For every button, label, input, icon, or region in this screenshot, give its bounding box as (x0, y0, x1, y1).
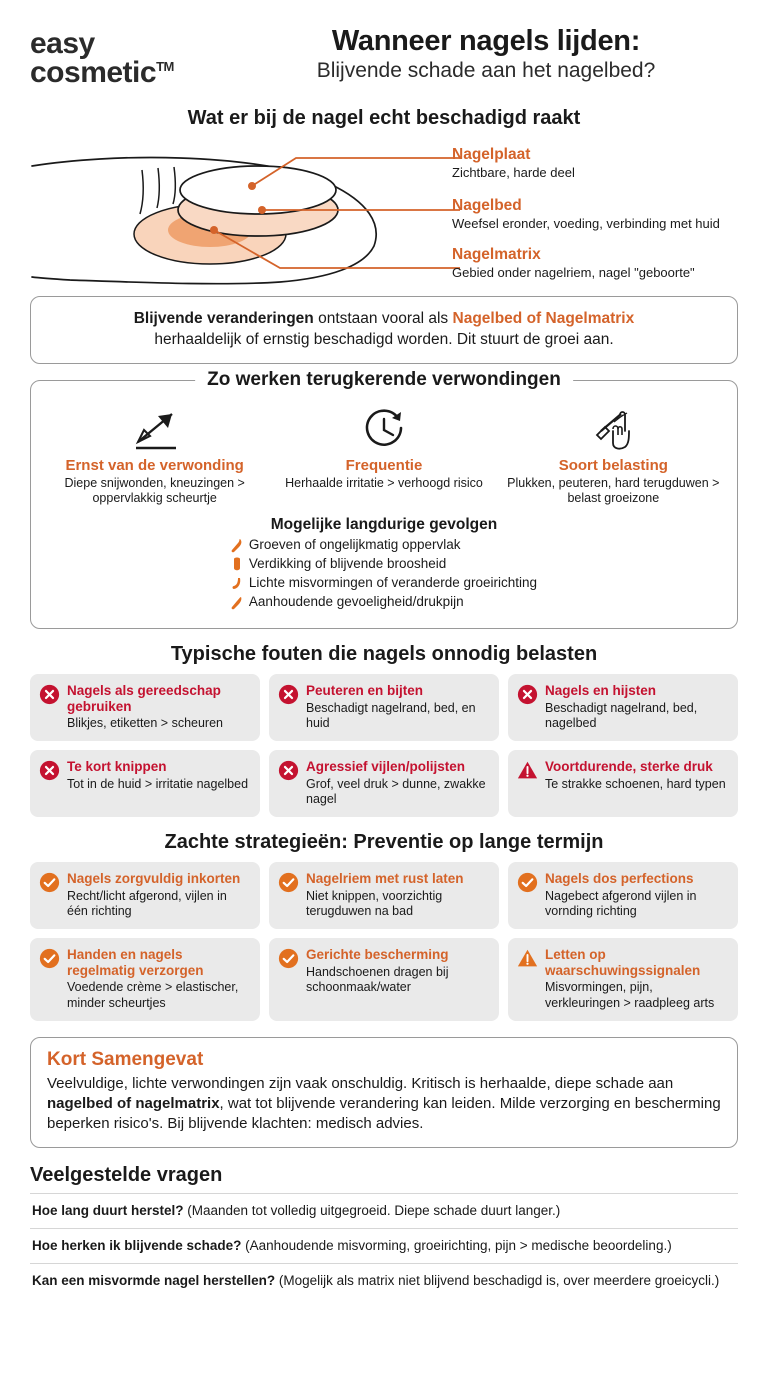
anatomy-label-nagelplaat (452, 146, 768, 180)
prevention-title: Handen en nagels regelmatig verzorgen (67, 947, 204, 978)
prevention-desc: Recht/licht afgerond, vijlen in één richting (67, 888, 227, 919)
prevention-card (269, 938, 499, 1021)
consequences-block (43, 516, 725, 616)
check-circle-icon (39, 872, 60, 893)
nail-bullet-icon (231, 538, 243, 554)
mistakes-section-title: Typische fouten die nagels onnodig belasten (170, 643, 598, 666)
mechanism-column-desc: Herhaalde irritatie > verhoogd risico (285, 475, 483, 490)
mechanism-box (30, 368, 738, 629)
faq-title: Veelgestelde vragen (30, 1164, 223, 1187)
warning-triangle-orange-icon (517, 948, 538, 969)
mistake-desc: Beschadigt nagelrand, bed, en huid (306, 700, 476, 730)
faq-answer: (Maanden tot volledig uitgegroeid. Diepe schade duurt langer.) (183, 1203, 561, 1219)
mechanism-column-title: Frequentie (345, 456, 423, 474)
key-statement-text: Blijvende veranderingen ontstaan vooral als Nagelbed of Nagelmatrix herhaaldelijk of ernstig beschadigd worden. Dit stuurt de groei aan. (133, 310, 635, 348)
mistake-card (30, 750, 260, 817)
nail-plate-marker (248, 182, 256, 190)
prevention-desc: Handschoenen dragen bij schoonmaak/water (306, 964, 449, 995)
faq-answer: (Aanhoudende misvorming, groeirichting, pijn > medische beoordeling.) (241, 1238, 672, 1254)
mistake-desc: Blikjes, etiketten > scheuren (67, 716, 223, 731)
prevention-card (508, 938, 738, 1021)
statement-bold-lead: Blijvende veranderingen (133, 310, 314, 327)
mechanism-column-frequency (272, 403, 495, 507)
prevention-desc: Misvormingen, pijn, verkleuringen > raadpleeg arts (545, 980, 715, 1010)
summary-title: Kort Samengevat (47, 1048, 204, 1070)
prevention-title: Nagels dos perfections (545, 871, 694, 887)
mistake-card (269, 674, 499, 741)
list-item (231, 555, 537, 574)
faq-question: Hoe herken ik blijvende schade? (32, 1238, 242, 1254)
summary-highlight: nagelbed of nagelmatrix (47, 1094, 220, 1112)
check-circle-icon (39, 948, 60, 969)
prevention-card (30, 862, 260, 929)
prevention-title: Nagelriem met rust laten (306, 871, 464, 887)
mistakes-grid (30, 674, 738, 817)
nail-matrix-marker (210, 226, 218, 234)
anatomy-label-term: Nagelplaat (452, 146, 531, 163)
anatomy-label-desc: Gebied onder nagelriem, nagel "geboorte" (452, 264, 695, 280)
mechanism-column-desc: Plukken, peuteren, hard terugduwen > belast groeizone (507, 475, 720, 506)
mistake-desc: Te strakke schoenen, hard typen (545, 776, 726, 791)
mistake-card (269, 750, 499, 817)
anatomy-labels (452, 146, 768, 291)
check-circle-icon (278, 872, 299, 893)
faq-item[interactable] (30, 1228, 738, 1263)
prevention-card (30, 938, 260, 1021)
anatomy-label-nagelbed (452, 197, 768, 231)
nail-bullet-icon (231, 557, 243, 573)
brand-line-1: easy (30, 27, 95, 60)
faq-question: Hoe lang duurt herstel? (32, 1203, 184, 1219)
prevention-section-title: Zachte strategieën: Preventie op lange termijn (164, 831, 604, 854)
statement-highlight: Nagelbed of Nagelmatrix (452, 310, 635, 327)
nail-bullet-icon (231, 595, 243, 611)
clock-repeat-icon (272, 403, 495, 455)
prevention-card (269, 862, 499, 929)
mistake-card (30, 674, 260, 741)
mistake-title: Nagels en hijsten (545, 683, 657, 699)
page-title: Wanneer nagels lijden: (331, 25, 641, 57)
consequence-text: Lichte misvormingen of veranderde groeirichting (248, 575, 538, 591)
check-circle-icon (278, 948, 299, 969)
list-item (231, 593, 537, 612)
mistake-title: Nagels als gereedschap gebruiken (67, 683, 221, 714)
prevention-card (508, 862, 738, 929)
trademark-symbol: TM (156, 58, 174, 74)
page-header (16, 0, 752, 93)
faq-section (30, 1164, 738, 1298)
list-item (231, 536, 537, 555)
faq-item[interactable] (30, 1263, 738, 1298)
mechanism-column-title: Ernst van de verwonding (65, 456, 244, 474)
mechanism-column-title: Soort belasting (558, 456, 668, 474)
list-item (231, 574, 537, 593)
summary-box (30, 1037, 738, 1148)
consequences-title: Mogelijke langdurige gevolgen (270, 516, 498, 534)
consequence-text: Verdikking of blijvende broosheid (248, 556, 447, 572)
mistake-card (508, 750, 738, 817)
mistake-desc: Tot in de huid > irritatie nagelbed (67, 776, 249, 791)
hand-picking-icon (502, 403, 725, 455)
consequences-list (231, 536, 537, 612)
mistake-title: Agressief vijlen/polijsten (306, 759, 466, 775)
faq-answer: (Mogelijk als matrix niet blijvend beschadigd is, over meerdere groeicycli.) (275, 1272, 720, 1288)
mistake-desc: Beschadigt nagelrand, bed, nagelbed (545, 700, 698, 730)
mechanism-column-desc: Diepe snijwonden, kneuzingen > oppervlakkig scheurtje (64, 475, 245, 506)
anatomy-label-term: Nagelbed (452, 197, 522, 215)
finger-illustration-svg (30, 138, 460, 288)
mistake-title: Te kort knippen (67, 759, 167, 775)
mistake-title: Voortdurende, sterke druk (545, 759, 713, 775)
prevention-title: Letten op waarschuwingssignalen (545, 947, 701, 978)
brand-logo (30, 26, 240, 87)
mistake-card (508, 674, 738, 741)
prevention-title: Nagels zorgvuldig inkorten (67, 871, 241, 887)
faq-item[interactable] (30, 1193, 738, 1228)
prevention-desc: Voedende crème > elastischer, minder scheurtjes (67, 980, 239, 1010)
key-statement-box (30, 296, 738, 364)
header-titles (240, 26, 738, 85)
check-circle-icon (517, 872, 538, 893)
mistake-title: Peuteren en bijten (306, 683, 424, 699)
consequence-text: Aanhoudende gevoeligheid/drukpijn (248, 594, 464, 610)
brand-line-2: cosmetic™ (30, 55, 174, 89)
anatomy-label-term: Nagelmatrix (452, 245, 541, 263)
page-subtitle: Blijvende schade aan het nagelbed? (316, 59, 656, 83)
mistake-desc: Grof, veel druk > dunne, zwakke nagel (306, 776, 486, 807)
mechanism-column-severity (43, 403, 266, 507)
mechanism-column-loadtype (502, 403, 725, 507)
faq-question: Kan een misvormde nagel herstellen? (32, 1272, 276, 1288)
mechanism-legend: Zo werken terugkerende verwondingen (195, 369, 573, 391)
nail-bed-marker (258, 206, 266, 214)
nail-anatomy-diagram (16, 138, 752, 288)
prevention-desc: Niet knippen, voorzichtig terugduwen na bad (306, 888, 443, 919)
arrow-up-trend-icon (43, 403, 266, 455)
warning-triangle-icon (517, 760, 538, 781)
summary-text: Veelvuldige, lichte verwondingen zijn vaak onschuldig. Kritisch is herhaalde, diepe schade aan nagelbed of nagelmatrix, wat tot blijvende verandering kan leiden. Milde verzorging en bescherming beperken risico's. Bij blijvende klachten: medisch advies. (47, 1074, 721, 1133)
error-x-icon (39, 684, 60, 705)
error-x-icon (278, 684, 299, 705)
consequence-text: Groeven of ongelijkmatig oppervlak (248, 537, 461, 553)
mechanism-columns (43, 403, 725, 507)
prevention-grid (30, 862, 738, 1021)
prevention-title: Gerichte bescherming (306, 947, 449, 963)
error-x-icon (278, 760, 299, 781)
error-x-icon (517, 684, 538, 705)
anatomy-label-nagelmatrix (452, 246, 768, 280)
anatomy-label-desc: Weefsel eronder, voeding, verbinding met huid (452, 216, 720, 232)
anatomy-section-title: Wat er bij de nagel echt beschadigd raakt (187, 107, 581, 129)
error-x-icon (39, 760, 60, 781)
prevention-desc: Nagebect afgerond vijlen in vornding richting (545, 888, 697, 919)
nail-bullet-icon (231, 576, 243, 592)
anatomy-label-desc: Zichtbare, harde deel (452, 164, 575, 180)
